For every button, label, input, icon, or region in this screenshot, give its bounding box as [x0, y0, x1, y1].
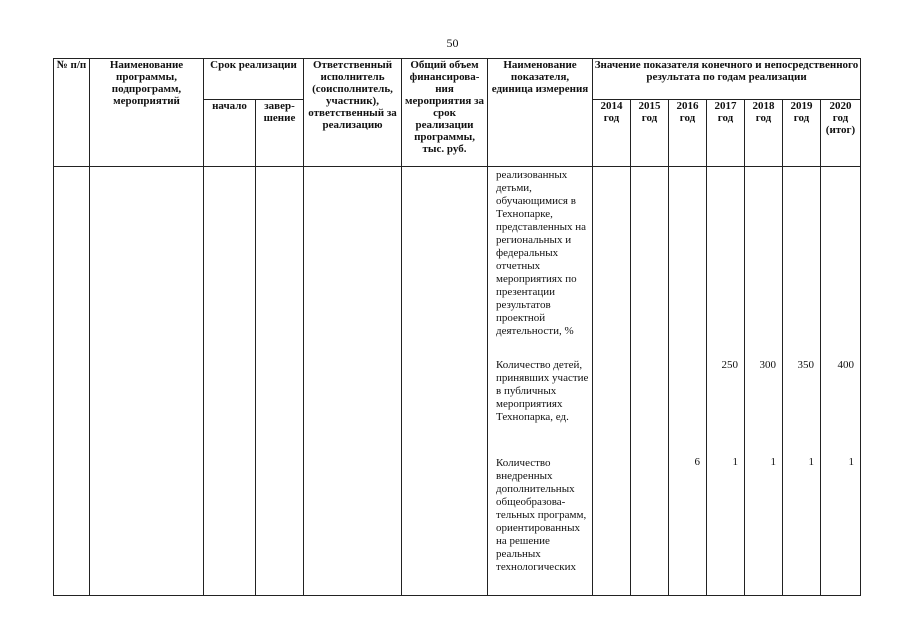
- header-year-2018: 2018 год: [745, 100, 783, 167]
- value: 1: [808, 456, 815, 468]
- header-year-2017: 2017 год: [707, 100, 745, 167]
- cell-values-2019: [783, 167, 821, 596]
- value: 250: [721, 359, 739, 371]
- cell-values-2017: [707, 167, 745, 596]
- header-responsible: Ответственный исполнитель (соисполнитель, участник), ответственный за реализацию: [304, 59, 402, 167]
- value: 1: [770, 456, 777, 468]
- header-funding: Общий объем финансирова-ния мероприятия за срок реализации программы, тыс. руб.: [402, 59, 488, 167]
- header-num: № п/п: [54, 59, 90, 167]
- value: 1: [732, 456, 739, 468]
- value: 400: [837, 359, 855, 371]
- header-end: завер-шение: [256, 100, 304, 167]
- indicator-text: реализованных детьми, обучающимися в Технопарке, представленных на региональных и федеральных отчетных мероприятиях по презентации результатов проектной деятельности, %: [496, 169, 587, 337]
- program-table: [53, 58, 861, 596]
- header-period: Срок реализации: [204, 59, 304, 100]
- value: 350: [797, 359, 815, 371]
- cell-num: [54, 167, 90, 596]
- cell-values-2018: [745, 167, 783, 596]
- value: 1: [848, 456, 855, 468]
- indicator-text: Количество внедренных дополнительных общеобразова-тельных программ, ориентированных на решение реальных технологических: [496, 457, 587, 573]
- header-year-2015: 2015 год: [631, 100, 669, 167]
- page-number: 50: [446, 36, 459, 50]
- header-year-2020: 2020 год (итог): [821, 100, 861, 167]
- header-year-2016: 2016 год: [669, 100, 707, 167]
- cell-values-2015: [631, 167, 669, 596]
- cell-values-2014: [593, 167, 631, 596]
- cell-values-2016: [669, 167, 707, 596]
- cell-name: [90, 167, 204, 596]
- header-year-2014: 2014 год: [593, 100, 631, 167]
- cell-responsible: [304, 167, 402, 596]
- indicator-text: Количество детей, принявших участие в публичных мероприятиях Технопарка, ед.: [496, 359, 589, 423]
- cell-funding: [402, 167, 488, 596]
- value: 300: [759, 359, 777, 371]
- value: 6: [694, 456, 701, 468]
- cell-indicators: [488, 167, 593, 596]
- cell-start: [204, 167, 256, 596]
- header-start: начало: [204, 100, 256, 167]
- header-values-group: Значение показателя конечного и непосредственного результата по годам реализации: [593, 59, 861, 100]
- cell-values-2020: [821, 167, 861, 596]
- header-year-2019: 2019 год: [783, 100, 821, 167]
- cell-end: [256, 167, 304, 596]
- table-row: [54, 167, 861, 596]
- header-name: Наименование программы, подпрограмм, мероприятий: [90, 59, 204, 167]
- header-indicator: Наименование показателя, единица измерения: [488, 59, 593, 167]
